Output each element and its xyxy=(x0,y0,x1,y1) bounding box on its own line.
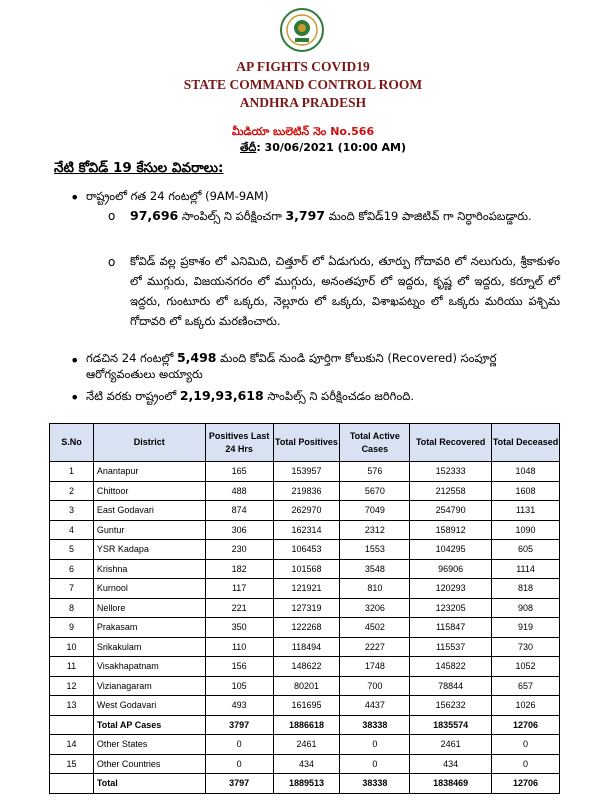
cell-district: Other States xyxy=(93,735,205,755)
cell-positives-24h: 350 xyxy=(205,618,273,638)
cell-sno: 2 xyxy=(50,481,94,501)
bullet-2-text xyxy=(86,350,556,382)
col-header-deceased: Total Deceased xyxy=(492,424,560,462)
table-row xyxy=(50,540,560,560)
table-row xyxy=(50,715,560,735)
cell-recovered: 120293 xyxy=(410,579,492,599)
cell-total-positives: 262970 xyxy=(273,501,340,521)
cell-positives-24h: 488 xyxy=(205,481,273,501)
cell-recovered: 115847 xyxy=(410,618,492,638)
cell-deceased: 657 xyxy=(492,676,560,696)
date-label: తేదీ xyxy=(240,141,257,154)
cell-active-cases: 1553 xyxy=(340,540,410,560)
cell-sno: 1 xyxy=(50,462,94,482)
cell-positives-24h: 182 xyxy=(205,559,273,579)
andhra-pradesh-emblem xyxy=(279,6,325,54)
cell-deceased: 12706 xyxy=(492,715,560,735)
cell-positives-24h: 110 xyxy=(205,637,273,657)
samples-tested-count: 97,696 xyxy=(130,208,179,223)
cell-deceased: 0 xyxy=(492,754,560,774)
cell-total-positives: 101568 xyxy=(273,559,340,579)
cell-positives-24h: 3797 xyxy=(205,774,273,794)
cell-total-positives: 106453 xyxy=(273,540,340,560)
table-header-row xyxy=(50,424,560,462)
cell-total-positives: 434 xyxy=(273,754,340,774)
cell-positives-24h: 105 xyxy=(205,676,273,696)
cell-positives-24h: 0 xyxy=(205,754,273,774)
cell-district: Total xyxy=(93,774,205,794)
cell-deceased: 1608 xyxy=(492,481,560,501)
cell-district: Other Countries xyxy=(93,754,205,774)
table-row xyxy=(50,735,560,755)
cell-active-cases: 4437 xyxy=(340,696,410,716)
table-row xyxy=(50,657,560,677)
cell-district: Guntur xyxy=(93,520,205,540)
cell-district: Srikakulam xyxy=(93,637,205,657)
cell-deceased: 1090 xyxy=(492,520,560,540)
bullet-dot: • xyxy=(70,351,80,370)
table-row xyxy=(50,462,560,482)
cell-active-cases: 2227 xyxy=(340,637,410,657)
bulletin-date xyxy=(240,141,406,157)
cell-positives-24h: 493 xyxy=(205,696,273,716)
cell-active-cases: 7049 xyxy=(340,501,410,521)
cell-sno: 8 xyxy=(50,598,94,618)
sub-bullet-circle: o xyxy=(108,255,116,269)
table-row xyxy=(50,579,560,599)
cell-deceased: 1131 xyxy=(492,501,560,521)
cell-deceased: 908 xyxy=(492,598,560,618)
cell-recovered: 212558 xyxy=(410,481,492,501)
cell-positives-24h: 230 xyxy=(205,540,273,560)
cell-positives-24h: 117 xyxy=(205,579,273,599)
cell-recovered: 78844 xyxy=(410,676,492,696)
header-line-1: AP FIGHTS COVID19 xyxy=(236,59,370,74)
cell-positives-24h: 156 xyxy=(205,657,273,677)
cell-positives-24h: 306 xyxy=(205,520,273,540)
table-row xyxy=(50,618,560,638)
table-row xyxy=(50,559,560,579)
cell-total-positives: 122268 xyxy=(273,618,340,638)
table-row xyxy=(50,754,560,774)
header-line-2: STATE COMMAND CONTROL ROOM xyxy=(183,77,423,92)
cell-recovered: 145822 xyxy=(410,657,492,677)
table-row xyxy=(50,676,560,696)
cell-sno: 3 xyxy=(50,501,94,521)
cell-recovered: 254790 xyxy=(410,501,492,521)
cell-active-cases: 0 xyxy=(340,754,410,774)
recovered-count: 5,498 xyxy=(176,350,217,365)
cell-recovered: 123205 xyxy=(410,598,492,618)
cell-district: Prakasam xyxy=(93,618,205,638)
col-header-sno: S.No xyxy=(50,424,94,462)
cell-active-cases: 576 xyxy=(340,462,410,482)
cell-recovered: 1838469 xyxy=(410,774,492,794)
cell-district: Krishna xyxy=(93,559,205,579)
header-line-3: ANDHRA PRADESH xyxy=(239,95,367,110)
cell-district: Anantapur xyxy=(93,462,205,482)
bullet-1-text: రాష్ట్రంలో గత 24 గంటల్లో (9AM-9AM) xyxy=(86,189,269,203)
cell-sno: 13 xyxy=(50,696,94,716)
cell-total-positives: 161695 xyxy=(273,696,340,716)
cell-total-positives: 148622 xyxy=(273,657,340,677)
table-row xyxy=(50,481,560,501)
cell-deceased: 1048 xyxy=(492,462,560,482)
cell-sno: 10 xyxy=(50,637,94,657)
cell-recovered: 156232 xyxy=(410,696,492,716)
cell-active-cases: 810 xyxy=(340,579,410,599)
bullet-dot: • xyxy=(70,188,80,207)
cell-district: West Godavari xyxy=(93,696,205,716)
cell-recovered: 1835574 xyxy=(410,715,492,735)
cell-sno xyxy=(50,715,94,735)
cell-sno: 12 xyxy=(50,676,94,696)
cell-sno: 6 xyxy=(50,559,94,579)
cell-total-positives: 219836 xyxy=(273,481,340,501)
table-row xyxy=(50,696,560,716)
cell-deceased: 818 xyxy=(492,579,560,599)
table-row xyxy=(50,598,560,618)
table-row xyxy=(50,501,560,521)
section-title: నేటి కోవిడ్ 19 కేసుల వివరాలు: xyxy=(54,160,224,176)
col-header-total-positives: Total Positives xyxy=(273,424,340,462)
positive-count: 3,797 xyxy=(285,208,325,223)
cell-sno xyxy=(50,774,94,794)
cell-deceased: 919 xyxy=(492,618,560,638)
cell-total-positives: 153957 xyxy=(273,462,340,482)
cell-positives-24h: 0 xyxy=(205,735,273,755)
cell-active-cases: 4502 xyxy=(340,618,410,638)
cell-positives-24h: 165 xyxy=(205,462,273,482)
total-samples-count: 2,19,93,618 xyxy=(179,388,264,403)
cell-total-positives: 80201 xyxy=(273,676,340,696)
cell-sno: 5 xyxy=(50,540,94,560)
table-row xyxy=(50,637,560,657)
cell-active-cases: 0 xyxy=(340,735,410,755)
cell-active-cases: 2312 xyxy=(340,520,410,540)
cell-sno: 4 xyxy=(50,520,94,540)
sub-bullet-1-text xyxy=(130,206,560,226)
bullet-3-end: సాంపిల్స్ ని పరీక్షించడం జరిగింది. xyxy=(267,389,414,403)
cell-deceased: 0 xyxy=(492,735,560,755)
cell-deceased: 730 xyxy=(492,637,560,657)
bullet-2-end: మంది కోవిడ్ నుండి పూర్తిగా కోలుకుని (Recovered) సంపూర్ణ ఆరోగ్యవంతులు అయ్యారు xyxy=(86,351,497,381)
table-row xyxy=(50,774,560,794)
cell-sno: 15 xyxy=(50,754,94,774)
cell-total-positives: 121921 xyxy=(273,579,340,599)
cell-total-positives: 1886618 xyxy=(273,715,340,735)
sub-bullet-1-end: మంది కోవిడ్19 పాజిటివ్ గా నిర్ధారింపబడ్డారు. xyxy=(328,209,532,223)
district-cases-table xyxy=(49,423,560,794)
cell-active-cases: 3206 xyxy=(340,598,410,618)
bulletin-title: మీడియా బులెటిన్ నెం No.566 xyxy=(231,125,375,138)
cell-positives-24h: 874 xyxy=(205,501,273,521)
sub-bullet-2-text: కోవిడ్ వల్ల ప్రకాశం లో ఎనిమిది, చిత్తూర్ లో ఏడుగురు, తూర్పు గోదావరి లో నలుగురు, శ్రీకాకుళం లో ముగ్గురు, విజయనగరం లో ముగ్గురు, అనంతపూర్ లో ఇద్దరు, కృష్ణ లో ఇద్దరు, కర్నూల్ లో ఇద్దరు, గుంటూరు లో ఒక్కరు, నెల్లూరు లో ఒక్కరు, విశాఖపట్నం లో ఒక్కరు మరియు పశ్చిమ గోదావరి లో ఒక్కరు మరణించారు. xyxy=(130,254,560,328)
cell-recovered: 434 xyxy=(410,754,492,774)
cell-deceased: 12706 xyxy=(492,774,560,794)
cell-active-cases: 3548 xyxy=(340,559,410,579)
cell-deceased: 1052 xyxy=(492,657,560,677)
cell-deceased: 1114 xyxy=(492,559,560,579)
bullet-2-start: గడచిన 24 గంటల్లో xyxy=(86,351,174,365)
cell-district: Nellore xyxy=(93,598,205,618)
sub-bullet-1-mid: సాంపిల్స్ ని పరీక్షించగా xyxy=(181,209,282,223)
cell-total-positives: 118494 xyxy=(273,637,340,657)
sub-bullet-circle: o xyxy=(108,209,116,223)
cell-deceased: 1026 xyxy=(492,696,560,716)
cell-district: YSR Kadapa xyxy=(93,540,205,560)
cell-active-cases: 38338 xyxy=(340,715,410,735)
cell-sno: 9 xyxy=(50,618,94,638)
cell-recovered: 158912 xyxy=(410,520,492,540)
cell-total-positives: 127319 xyxy=(273,598,340,618)
cell-sno: 7 xyxy=(50,579,94,599)
cell-active-cases: 1748 xyxy=(340,657,410,677)
cell-total-positives: 2461 xyxy=(273,735,340,755)
cell-active-cases: 5670 xyxy=(340,481,410,501)
cell-active-cases: 38338 xyxy=(340,774,410,794)
col-header-district: District xyxy=(93,424,205,462)
date-value: : 30/06/2021 (10:00 AM) xyxy=(256,141,407,154)
col-header-recovered: Total Recovered xyxy=(410,424,492,462)
cell-district: East Godavari xyxy=(93,501,205,521)
bullet-3-text xyxy=(86,387,414,406)
cell-recovered: 115537 xyxy=(410,637,492,657)
bullet-dot: • xyxy=(70,388,80,407)
col-header-positives-24h: Positives Last 24 Hrs xyxy=(205,424,273,462)
cell-district: Chittoor xyxy=(93,481,205,501)
cell-positives-24h: 221 xyxy=(205,598,273,618)
col-header-active-cases: Total Active Cases xyxy=(340,424,410,462)
cell-deceased: 605 xyxy=(492,540,560,560)
cell-recovered: 104295 xyxy=(410,540,492,560)
cell-district: Vizianagaram xyxy=(93,676,205,696)
cell-recovered: 2461 xyxy=(410,735,492,755)
cell-sno: 14 xyxy=(50,735,94,755)
cell-sno: 11 xyxy=(50,657,94,677)
cell-positives-24h: 3797 xyxy=(205,715,273,735)
cell-district: Total AP Cases xyxy=(93,715,205,735)
cell-district: Visakhapatnam xyxy=(93,657,205,677)
cell-recovered: 96906 xyxy=(410,559,492,579)
cell-total-positives: 1889513 xyxy=(273,774,340,794)
bullet-3-start: నేటి వరకు రాష్ట్రంలో xyxy=(86,389,177,403)
cell-district: Kurnool xyxy=(93,579,205,599)
cell-active-cases: 700 xyxy=(340,676,410,696)
cell-total-positives: 162314 xyxy=(273,520,340,540)
table-row xyxy=(50,520,560,540)
cell-recovered: 152333 xyxy=(410,462,492,482)
